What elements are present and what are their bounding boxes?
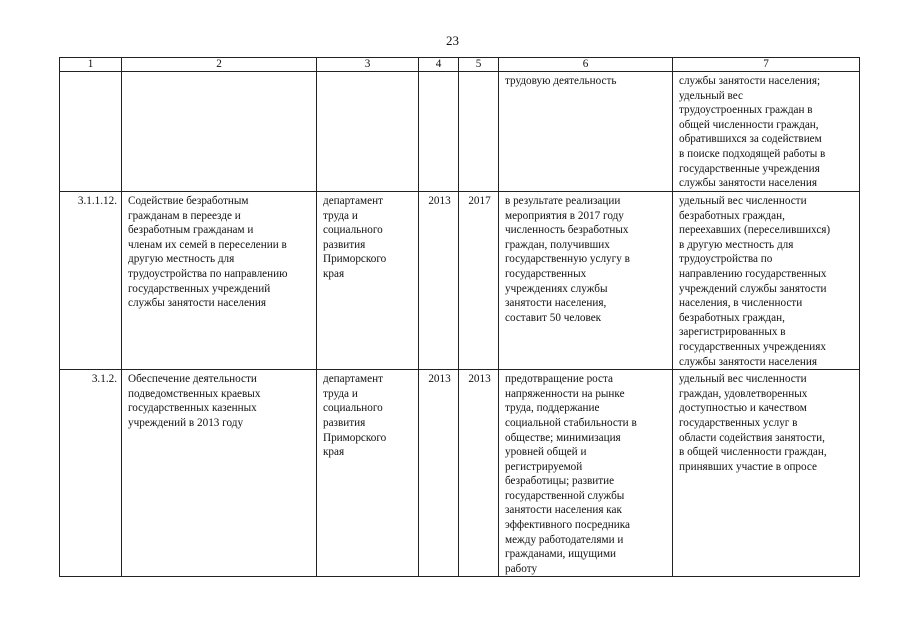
measure-name bbox=[122, 72, 317, 192]
program-measures-table bbox=[59, 57, 860, 577]
measure-executor bbox=[317, 72, 419, 192]
table-row bbox=[60, 192, 860, 370]
measure-number: 3.1.1.12. bbox=[60, 192, 122, 370]
measure-number: 3.1.2. bbox=[60, 370, 122, 577]
measure-start-year bbox=[419, 72, 459, 192]
measure-result: в результате реализации мероприятия в 2017 году численность безработных граждан, получивших государственную услугу в государственных учреждениях службы занятости населения, составит 50 человек bbox=[499, 192, 673, 370]
measure-end-year: 2017 bbox=[459, 192, 499, 370]
measure-indicator: удельный вес численности безработных граждан, переехавших (переселившихся) в другую местность для трудоустройства по направлению государственных учреждений службы занятости населения, в численности безработных граждан, зарегистрированных в государственных учреждениях службы занятости населения bbox=[673, 192, 860, 370]
measure-executor: департамент труда и социального развития Приморского края bbox=[317, 192, 419, 370]
column-header: 4 bbox=[419, 58, 459, 72]
measure-result: трудовую деятельность bbox=[499, 72, 673, 192]
table-row bbox=[60, 370, 860, 577]
column-header: 3 bbox=[317, 58, 419, 72]
column-header: 7 bbox=[673, 58, 860, 72]
measure-indicator: службы занятости населения; удельный вес трудоустроенных граждан в общей численности граждан, обратившихся за содействием в поиске подходящей работы в государственные учреждения службы занятости населения bbox=[673, 72, 860, 192]
measure-result: предотвращение роста напряженности на рынке труда, поддержание социальной стабильности в обществе; минимизация уровней общей и регистрируемой безработицы; развитие государственной службы занятости населения как эффективного посредника между работодателями и гражданами, ищущими работу bbox=[499, 370, 673, 577]
measure-name: Содействие безработным гражданам в переезде и безработным гражданам и членам их семей в переселении в другую местность для трудоустройства по направлению государственных учреждений службы занятости населения bbox=[122, 192, 317, 370]
column-header: 1 bbox=[60, 58, 122, 72]
measure-start-year: 2013 bbox=[419, 370, 459, 577]
page-number: 23 bbox=[446, 33, 459, 48]
column-header: 6 bbox=[499, 58, 673, 72]
measure-start-year: 2013 bbox=[419, 192, 459, 370]
measure-indicator: удельный вес численности граждан, удовлетворенных доступностью и качеством государственных услуг в области содействия занятости, в общей численности граждан, принявших участие в опросе bbox=[673, 370, 860, 577]
table-header-row bbox=[60, 58, 860, 72]
measure-end-year: 2013 bbox=[459, 370, 499, 577]
measure-number bbox=[60, 72, 122, 192]
measure-executor: департамент труда и социального развития Приморского края bbox=[317, 370, 419, 577]
column-header: 2 bbox=[122, 58, 317, 72]
measure-end-year bbox=[459, 72, 499, 192]
measure-name: Обеспечение деятельности подведомственных краевых государственных казенных учреждений в 2013 году bbox=[122, 370, 317, 577]
table-row bbox=[60, 72, 860, 192]
column-header: 5 bbox=[459, 58, 499, 72]
